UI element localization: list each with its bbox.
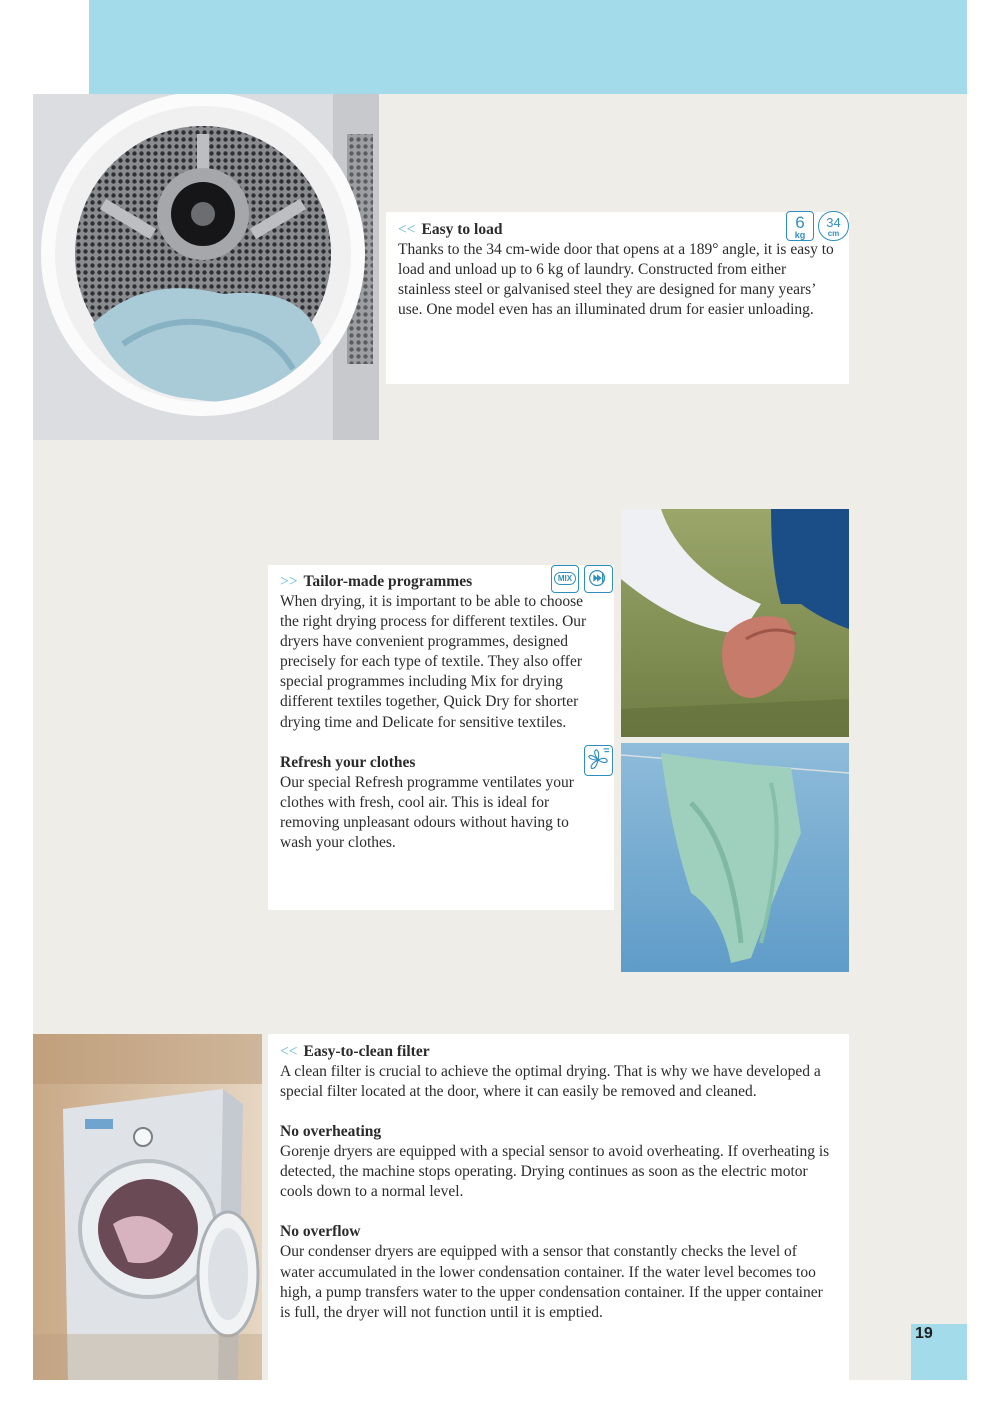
easy-to-load-card bbox=[386, 212, 849, 384]
mix-programme-icon: MIX bbox=[551, 565, 579, 593]
overheating-text: Gorenje dryers are equipped with a special sensor to avoid overheating. If overheating is detected, the machine stops operating. Drying continues as soon as the electric motor cools down to a normal level. bbox=[280, 1143, 830, 1201]
header-band bbox=[89, 0, 967, 94]
refresh-heading: Refresh your clothes bbox=[280, 753, 416, 771]
quick-dry-icon bbox=[584, 565, 613, 593]
refresh-fan-icon bbox=[584, 745, 613, 776]
refresh-text: Our special Refresh programme ventilates your clothes with fresh, cool air. This is ideal for removing unpleasant odours without having to wash your clothes. bbox=[280, 773, 574, 851]
tumble-dryer-photo bbox=[33, 1034, 262, 1380]
filter-heading: << Easy-to-clean filter bbox=[280, 1043, 430, 1060]
tailor-made-text: When drying, it is important to be able to choose the right drying process for different textiles. Our dryers have convenient programmes, designed precisely for each type of textile. They also offer special programmes including Mix for drying different textiles together, Quick Dry for shorter drying time and Delicate for sensitive textiles. bbox=[280, 593, 587, 731]
holding-hands-photo bbox=[621, 509, 849, 737]
programmes-card bbox=[268, 565, 614, 910]
laundry-on-line-photo bbox=[621, 743, 849, 972]
capacity-6kg-icon: 6 kg bbox=[786, 211, 814, 241]
safety-features-card bbox=[268, 1034, 849, 1380]
easy-to-load-heading: << Easy to load bbox=[398, 221, 503, 238]
easy-to-load-text: Thanks to the 34 cm-wide door that opens at a 189° angle, it is easy to load and unload up to 6 kg of laundry. Constructed from either stainless steel or galvanised steel they are designed for many years’ use. One model even has an illuminated drum for easier unloading. bbox=[398, 241, 834, 319]
page-number: 19 bbox=[911, 1324, 967, 1380]
door-width-34cm-icon: 34 cm bbox=[818, 211, 849, 241]
tailor-made-heading: >> Tailor-made programmes bbox=[280, 573, 473, 590]
overflow-heading: No overflow bbox=[280, 1223, 361, 1241]
overflow-text: Our condenser dryers are equipped with a sensor that constantly checks the level of water accumulated in the lower condensation container. If the water level becomes too high, a pump transfers water to the upper condensation container. If the upper container is full, the dryer will not function until it is emptied. bbox=[280, 1243, 823, 1321]
dryer-drum-photo bbox=[33, 94, 379, 440]
overheating-heading: No overheating bbox=[280, 1123, 382, 1141]
filter-text: A clean filter is crucial to achieve the optimal drying. That is why we have developed a special filter located at the door, where it can easily be removed and cleaned. bbox=[280, 1063, 821, 1101]
